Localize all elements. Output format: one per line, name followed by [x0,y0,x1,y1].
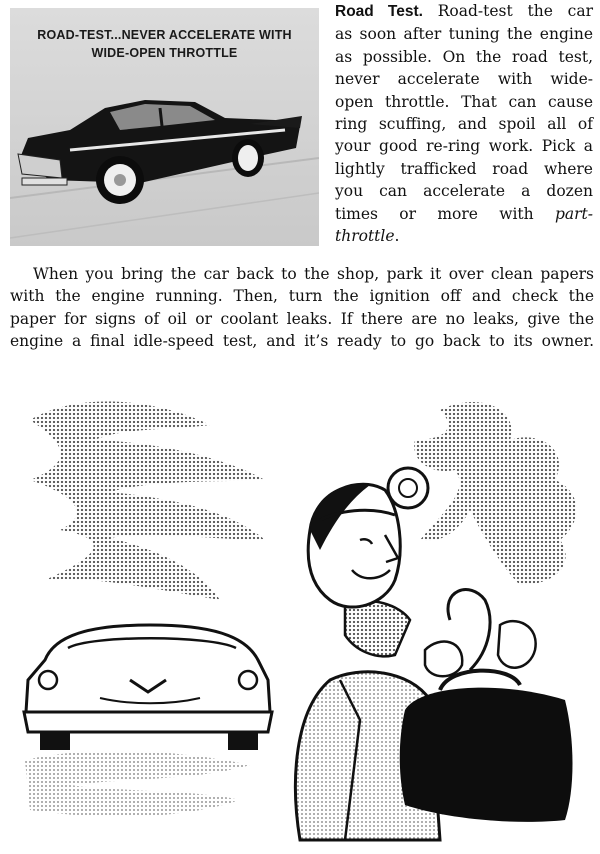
caption-line-1: ROAD-TEST...NEVER ACCELERATE WITH [37,28,292,42]
body-paragraph [10,263,594,353]
cartoon-illustration [0,380,600,854]
text-line: engine a final idle-speed test, and it’s ready to go back to its owner. [10,332,594,351]
road-test-section [335,0,593,247]
smoke-cloud-left [30,401,265,600]
italic-text: part- [554,204,593,223]
caption-line-2: WIDE-OPEN THROTTLE [91,46,238,60]
italic-text: throttle [335,227,395,246]
text-line: you can accelerate a dozen [335,182,593,201]
text-line: your good re-ring work. Pick a [335,137,593,156]
text-line: never accelerate with wide- [335,70,593,89]
text-line: throttle. [335,227,400,246]
ground-shadow [25,751,250,817]
section-heading: Road Test. [335,3,423,20]
text-line: as soon after tuning the engine [335,25,593,44]
smoke-cloud-right [414,402,576,585]
text-line: times or more with part- [335,204,593,223]
text-line: lightly trafficked road where [335,159,593,178]
road-test-photo [10,8,319,246]
text-line: open throttle. That can cause [335,92,593,111]
text-line: as possible. On the road test, [335,47,593,66]
text-line: ring scuffing, and spoil all of [335,115,593,134]
photo-caption [10,26,319,62]
cartoon-car [24,625,272,750]
text-line: When you bring the car back to the shop, park it over clean papers [33,265,594,283]
text-line: with the engine running. Then, turn the ignition off and check the [10,287,594,306]
text-line: paper for signs of oil or coolant leaks. If there are no leaks, give the [10,309,594,328]
text-line: Road Test. Road-test the car [335,2,593,20]
